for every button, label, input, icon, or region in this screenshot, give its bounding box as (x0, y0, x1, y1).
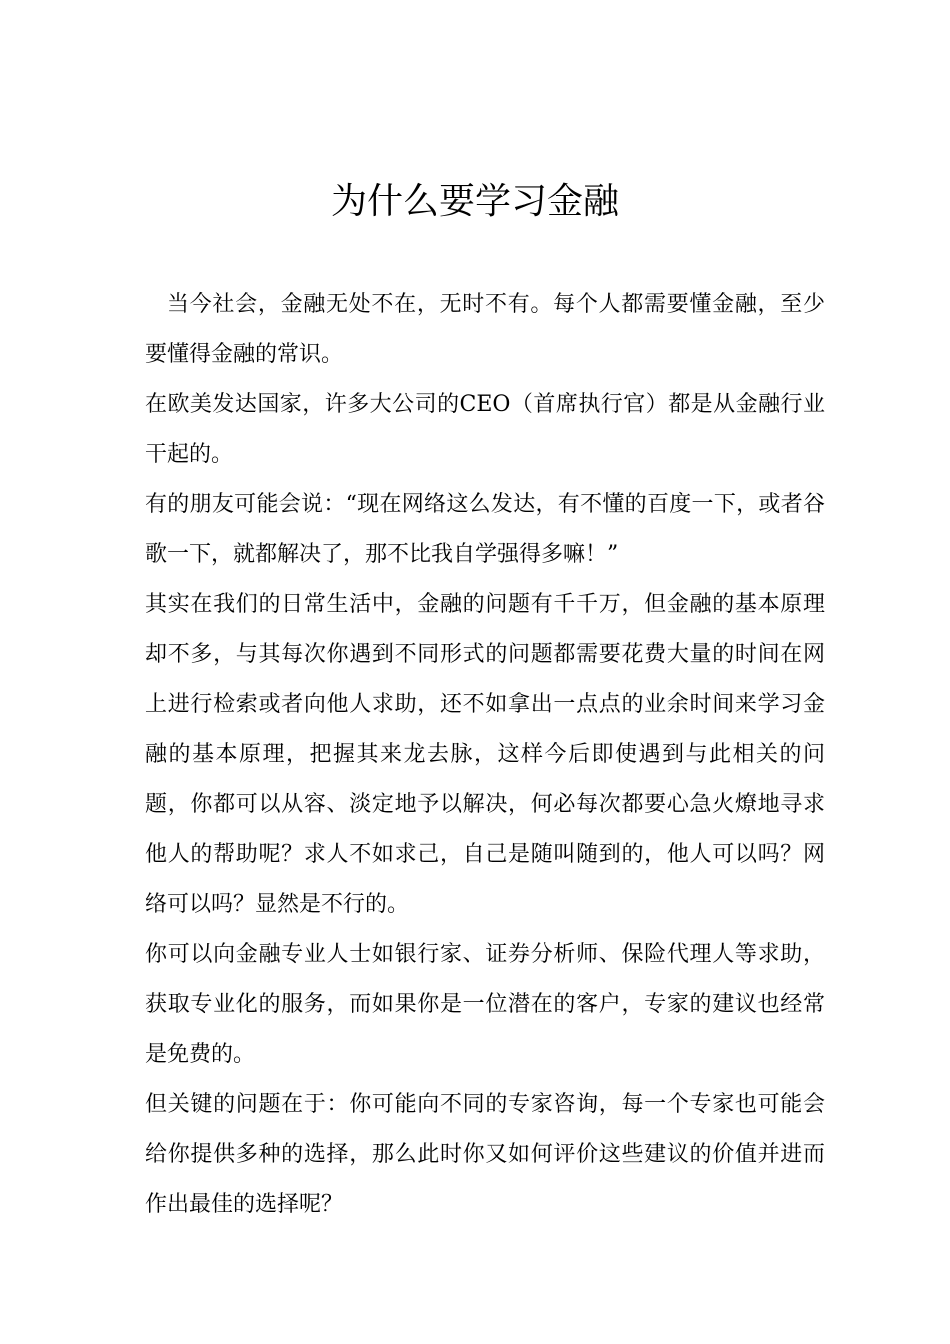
paragraph-3: 有的朋友可能会说：“现在网络这么发达，有不懂的百度一下，或者谷歌一下，就都解决了，那不比我自学强得多嘛！” (145, 492, 825, 567)
paragraph-1: 当今社会，金融无处不在，无时不有。每个人都需要懂金融，至少要懂得金融的常识。 (145, 292, 825, 367)
paragraph-6: 但关键的问题在于：你可能向不同的专家咨询，每一个专家也可能会给你提供多种的选择，那么此时你又如何评价这些建议的价值并进而作出最佳的选择呢？ (145, 1092, 825, 1217)
paragraph-2: 在欧美发达国家，许多大公司的CEO（首席执行官）都是从金融行业干起的。 (145, 392, 825, 467)
document-title: 为什么要学习金融 (330, 181, 619, 222)
paragraph-4: 其实在我们的日常生活中，金融的问题有千千万，但金融的基本原理却不多，与其每次你遇到不同形式的问题都需要花费大量的时间在网上进行检索或者向他人求助，还不如拿出一点点的业余时间来学习金融的基本原理，把握其来龙去脉，这样今后即使遇到与此相关的问题，你都可以从容、淡定地予以解决，何必每次都要心急火燎地寻求他人的帮助呢？求人不如求己，自己是随叫随到的，他人可以吗？网络可以吗？显然是不行的。 (145, 592, 825, 917)
document-body (145, 280, 825, 1230)
paragraph-5: 你可以向金融专业人士如银行家、证券分析师、保险代理人等求助，获取专业化的服务，而如果你是一位潜在的客户，专家的建议也经常是免费的。 (145, 942, 825, 1067)
